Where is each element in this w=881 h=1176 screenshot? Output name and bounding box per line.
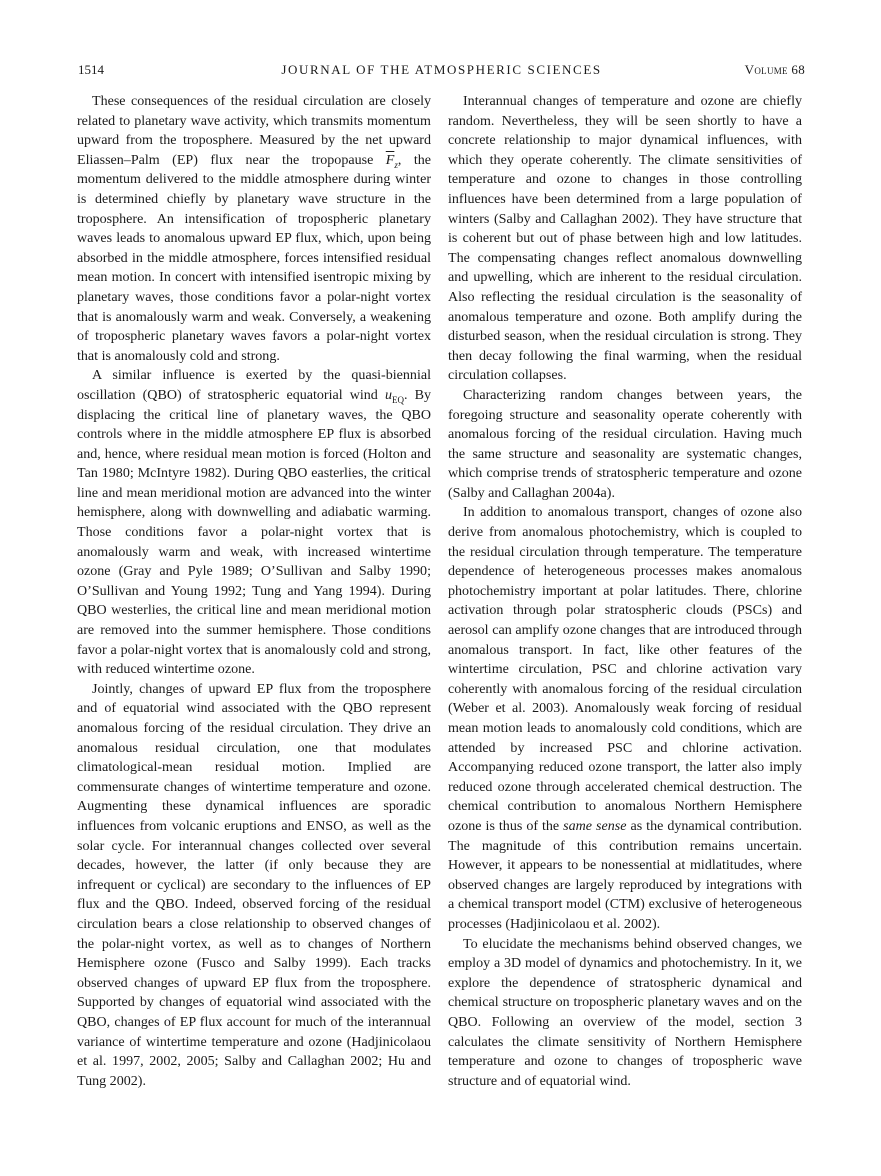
text-segment: . By displacing the critical line of planetary waves, the QBO controls where in the middle atmosphere EP flux is absorbed and, hence, where residual mean motion is forced (Holton and Tan 1980; McIntyre 1982). During QBO easterlies, the critical line and mean meridional motion are advanced into the winter hemisphere, along with downwelling and adiabatic warming. Those conditions favor a polar-night vortex that is anomalously warm and weak, with increased wintertime ozone (Gray and Pyle 1989; O’Sullivan and Salby 1990; O’Sullivan and Young 1992; Tung and Yang 1994). During QBO westerlies, the critical line and mean meridional motion are removed into the summer hemisphere. Those conditions favor a polar-night vortex that is anomalously cold and strong, with reduced wintertime ozone. xyxy=(77,386,431,678)
text-segment: as the dynamical contribution. The magnitude of this contribution remains uncertain. However, it appears to be nonessential at midlatitudes, where observed changes are largely reproduced by integrations with a chemical transport model (CTM) exclusive of heterogeneous processes (Hadjinicolaou et al. 2002). xyxy=(448,817,802,932)
volume-label: Volume 68 xyxy=(744,62,805,77)
flux-symbol: $\overline{F}$ xyxy=(385,151,395,168)
text-segment: These consequences of the residual circulation are closely related to planetary wave activity, which transmits momentum upward from the troposphere. Measured by the net upward Eliassen–Palm (EP) flux near the tropopause xyxy=(77,93,431,168)
paragraph xyxy=(448,503,802,934)
paragraph: Characterizing random changes between years, the foregoing structure and seasonality operate coherently with anomalous forcing of the residual circulation. Having much the same structure and seasonality are systematic changes, which comprise trends of stratospheric temperature and ozone (Salby and Callaghan 2004a). xyxy=(448,386,802,501)
journal-title: JOURNAL OF THE ATMOSPHERIC SCIENCES xyxy=(281,62,602,77)
running-header xyxy=(78,62,805,82)
paragraph: Interannual changes of temperature and ozone are chiefly random. Nevertheless, they will be seen shortly to have a concrete relationship to major dynamical influences, with which they operate coherently. The climate sensitivities of temperature and ozone to changes in those controlling influences have been determined from a large population of winters (Salby and Callaghan 2002). They have structure that is coherent but out of phase between high and low latitudes. The compensating changes reflect anomalous downwelling and upwelling, which are inherent to the residual circulation. Also reflecting the residual circulation is the seasonality of anomalous temperature and ozone. Both amplify during the disturbed season, when the residual circulation is strong. They then decay following the final warming, when the residual circulation collapses. xyxy=(448,93,802,384)
page-number: 1514 xyxy=(78,62,104,77)
wind-subscript: EQ xyxy=(391,394,404,405)
emphasis: same sense xyxy=(563,817,627,834)
paragraph: Jointly, changes of upward EP flux from the troposphere and of equatorial wind associated with the QBO represent anomalous forcing of the residual circulation. They drive an anomalous residual circulation, one that modulates climatological-mean residual motion. Implied are commensurate changes of wintertime temperature and ozone. Augmenting these dynamical influences are sporadic influences from volcanic eruptions and ENSO, as well as the solar cycle. For interannual changes collected over several decades, however, the latter (if only because they are infrequent or cyclical) are secondary to the influences of EP flux and the QBO. Indeed, observed forcing of the residual circulation bears a close relationship to observed changes of the polar-night vortex, as well as to changes of Northern Hemisphere ozone (Fusco and Salby 1999). Each tracks observed changes of upward EP flux from the troposphere. Supported by changes of equatorial wind associated with the QBO, changes of EP flux account for much of the interannual variance of wintertime temperature and ozone (Hadjinicolaou et al. 1997, 2002, 2005; Salby and Callaghan 2002; Hu and Tung 2002). xyxy=(77,680,431,1089)
paragraph xyxy=(77,92,431,366)
right-column xyxy=(448,92,802,1091)
text-segment: In addition to anomalous transport, changes of ozone also derive from anomalous photochemistry, which is coupled to the residual circulation through temperature. The temperature dependence of heterogeneous processes makes anomalous photochemistry important at polar latitudes. There, chlorine activation through polar stratospheric clouds (PSCs) and aerosol can amplify ozone changes that are introduced through anomalous transport. In fact, like other features of the wintertime circulation, PSC and chlorine activation vary coherently with anomalous forcing of the residual circulation (Weber et al. 2003). Anomalously weak forcing of residual mean motion leads to anomalously cold conditions, which are attended by increased PSC and chlorine activation. Accompanying reduced ozone transport, the latter also imply reduced ozone through accelerated chemical destruction. The chemical contribution to anomalous Northern Hemisphere ozone is thus of the xyxy=(448,504,802,834)
left-column xyxy=(77,92,431,1091)
flux-subscript: z xyxy=(394,159,398,170)
text-segment: , the momentum delivered to the middle atmosphere during winter is determined chiefly by planetary wave structure in the troposphere. An intensification of tropospheric planetary waves leads to anomalous upward EP flux, which, upon being absorbed in the middle atmosphere, forces intensified residual mean motion. In concert with intensified isentropic mixing by planetary waves, those conditions favor a polar-night vortex that is anomalously warm and weak. Conversely, a weakening of tropospheric planetary waves favors a polar-night vortex that is anomalously cold and strong. xyxy=(77,151,431,364)
wind-symbol: u xyxy=(384,386,392,403)
paragraph: To elucidate the mechanisms behind observed changes, we employ a 3D model of dynamics and photochemistry. In it, we explore the dependence of stratospheric dynamical and chemical structure on tropospheric planetary waves and on the QBO. Following an overview of the model, section 3 calculates the climate sensitivity of Northern Hemisphere temperature and ozone to changes of tropospheric wave structure and of equatorial wind. xyxy=(448,935,802,1089)
text-segment: A similar influence is exerted by the quasi-biennial oscillation (QBO) of stratospheric equatorial wind xyxy=(77,367,431,403)
paragraph xyxy=(77,366,431,680)
